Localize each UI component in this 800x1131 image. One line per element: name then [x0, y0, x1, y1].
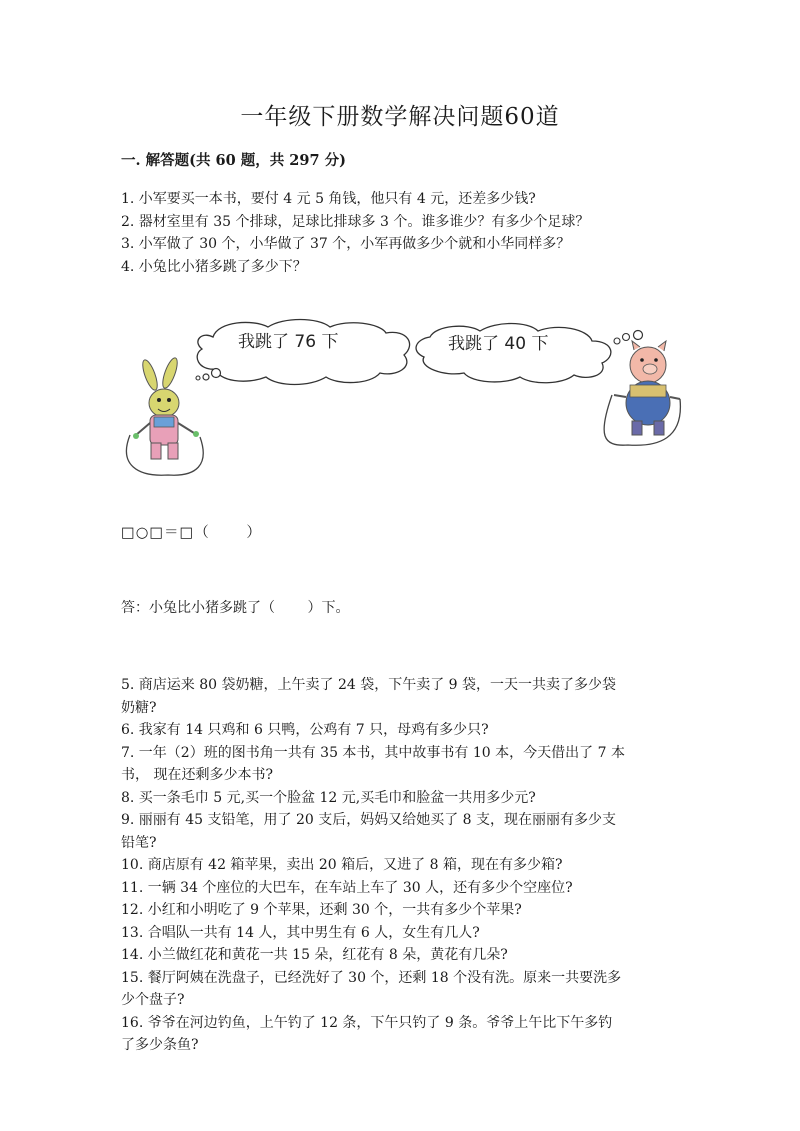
- question-line: 14. 小兰做红花和黄花一共 15 朵，红花有 8 朵，黄花有几朵?: [121, 947, 508, 963]
- section-heading: 一. 解答题(共 60 题，共 297 分): [121, 152, 346, 169]
- question-line: 2. 器材室里有 35 个排球，足球比排球多 3 个。谁多谁少？有多少个足球？: [121, 213, 590, 230]
- rabbit-bubble-text: 我跳了 76 下: [238, 332, 339, 352]
- question-line: 7. 一年（2）班的图书角一共有 35 本书，其中故事书有 10 本，今天借出了 7 本: [121, 744, 625, 761]
- question-line: 4. 小兔比小猪多跳了多少下？: [121, 258, 307, 275]
- pig-bubble-text: 我跳了 40 下: [448, 334, 549, 354]
- pig-thought-bubble: [416, 324, 642, 383]
- question-line: 书， 现在还剩多少本书?: [121, 767, 273, 783]
- answer-formula: □○□＝□（ ）: [121, 525, 262, 541]
- question-line: 少个盘子?: [121, 992, 185, 1008]
- jump-rope-illustration: [118, 315, 698, 480]
- question-line: 6. 我家有 14 只鸡和 6 只鸭，公鸡有 7 只，母鸡有多少只?: [121, 722, 489, 738]
- question-list-part1: [121, 188, 681, 278]
- question-line: 了多少条鱼?: [121, 1037, 199, 1053]
- question-line: 11. 一辆 34 个座位的大巴车，在车站上车了 30 人，还有多少个空座位?: [121, 879, 573, 896]
- pig-icon: [604, 341, 680, 445]
- rabbit-thought-bubble: [196, 320, 410, 385]
- question-line: 12. 小红和小明吃了 9 个苹果，还剩 30 个，一共有多少个苹果?: [121, 902, 522, 918]
- question-line: 16. 爷爷在河边钓鱼，上午钓了 12 条，下午只钓了 9 条。爷爷上午比下午多钓: [121, 1014, 613, 1031]
- question-line: 3. 小军做了 30 个，小华做了 37 个，小军再做多少个就和小华同样多？: [121, 236, 571, 252]
- question-line: 1. 小军要买一本书，要付 4 元 5 角钱，他只有 4 元，还差多少钱?: [121, 191, 536, 207]
- question-line: 5. 商店运来 80 袋奶糖，上午卖了 24 袋，下午卖了 9 袋，一天一共卖了多少袋: [121, 677, 617, 693]
- illustration-svg: [118, 315, 698, 480]
- page-title: 一年级下册数学解决问题60道: [240, 104, 560, 130]
- question-line: 9. 丽丽有 45 支铅笔，用了 20 支后，妈妈又给她买了 8 支，现在丽丽有多少支: [121, 812, 617, 828]
- question-line: 10. 商店原有 42 箱苹果，卖出 20 箱后，又进了 8 箱，现在有多少箱?: [121, 857, 563, 873]
- question-line: 13. 合唱队一共有 14 人，其中男生有 6 人，女生有几人?: [121, 924, 480, 941]
- question-line: 15. 餐厅阿姨在洗盘子，已经洗好了 30 个，还剩 18 个没有洗。原来一共要洗多: [121, 969, 622, 986]
- answer-sentence: 答：小兔比小猪多跳了（ ）下。: [121, 600, 350, 616]
- question-line: 8. 买一条毛巾 5 元,买一个脸盆 12 元,买毛巾和脸盆一共用多少元?: [121, 789, 536, 806]
- question-line: 铅笔?: [121, 834, 157, 851]
- rabbit-icon: [126, 356, 203, 475]
- question-list-part2: [121, 674, 681, 1057]
- question-line: 奶糖?: [121, 699, 157, 716]
